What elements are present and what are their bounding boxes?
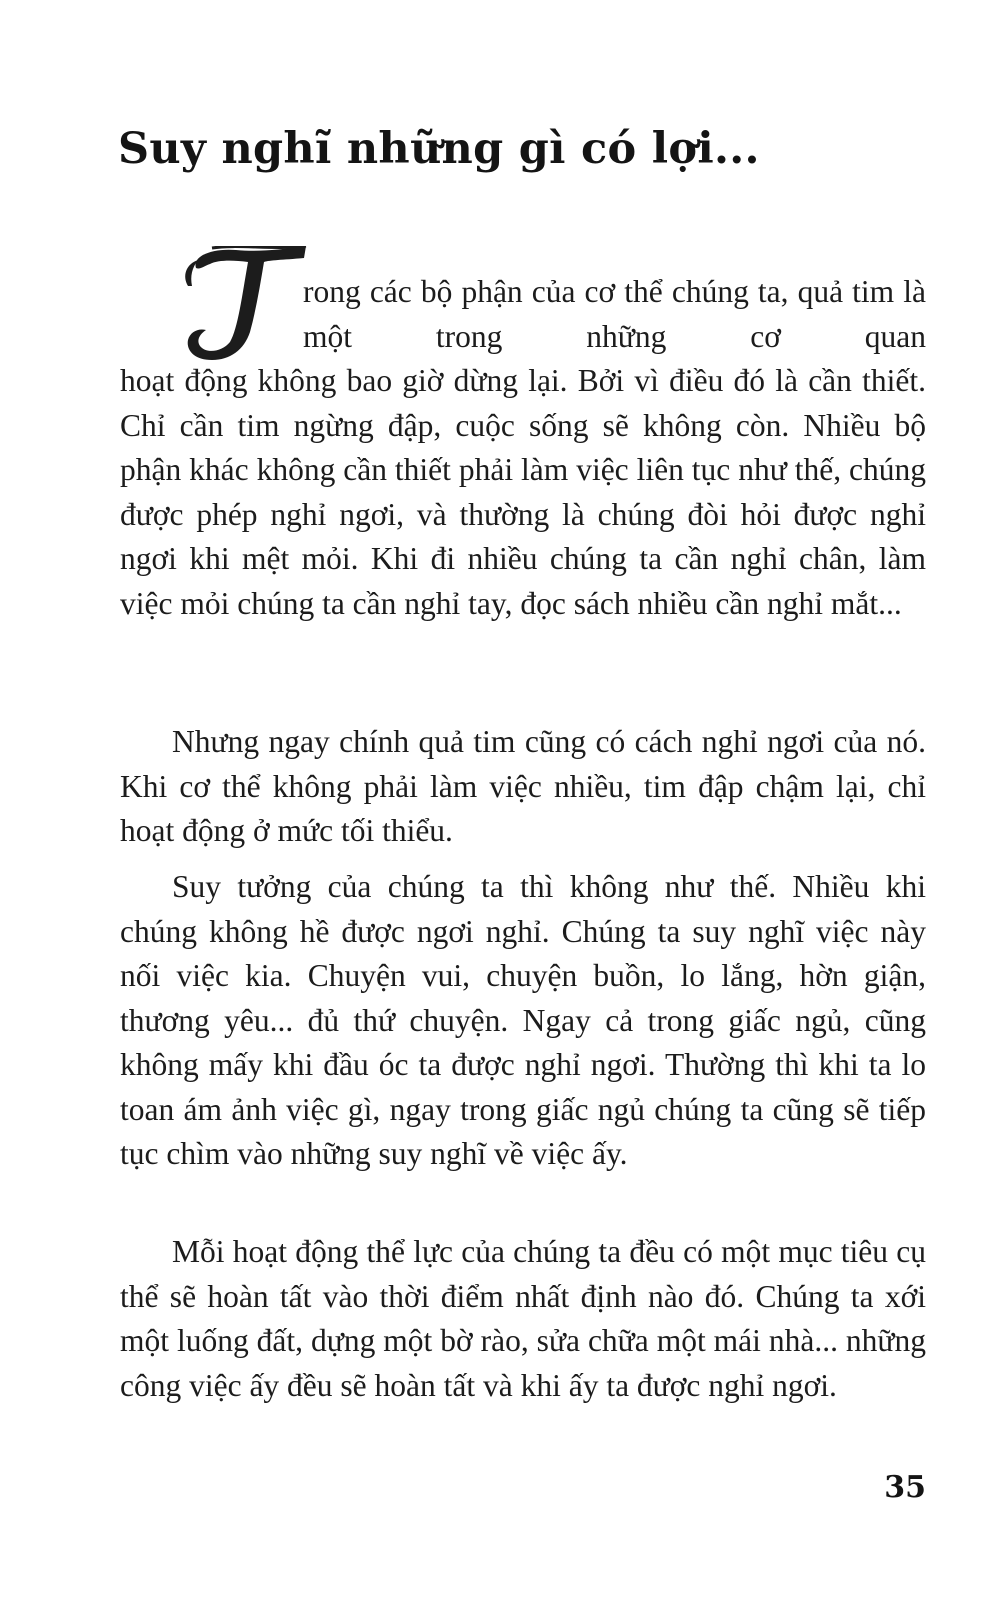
paragraph-2: Nhưng ngay chính quả tim cũng có cách nghỉ ngơi của nó. Khi cơ thể không phải làm việc nhiều, tim đập chậm lại, chỉ hoạt động ở mức tối thiểu. (120, 724, 926, 848)
paragraph-1-lead: rong các bộ phận của cơ thể chúng ta, quả tim là một trong những cơ quan (303, 274, 926, 354)
drop-cap-t-letter (178, 246, 308, 362)
page-number: 35 (884, 1470, 926, 1505)
drop-cap-letter-text: T (178, 246, 179, 247)
paragraph-1-body: hoạt động không bao giờ dừng lại. Bởi vì điều đó là cần thiết. Chỉ cần tim ngừng đập, cuộc sống sẽ không còn. Nhiều bộ phận khác không cần thiết phải làm việc liên tục như thế, chúng được phép nghỉ ngơi, và thường là chúng đòi hỏi được nghỉ ngơi khi mệt mỏi. Khi đi nhiều chúng ta cần nghỉ chân, làm việc mỏi chúng ta cần nghỉ tay, đọc sách nhiều cần nghỉ mắt... (120, 363, 926, 621)
page-title: Suy nghĩ những gì có lợi... (118, 124, 760, 174)
paragraph-4: Mỗi hoạt động thể lực của chúng ta đều có một mục tiêu cụ thể sẽ hoàn tất vào thời điểm nhất định nào đó. Chúng ta xới một luống đất, dựng một bờ rào, sửa chữa một mái nhà... những công việc ấy đều sẽ hoàn tất và khi ấy ta được nghỉ ngơi. (120, 1234, 926, 1403)
paragraph-3: Suy tưởng của chúng ta thì không như thế. Nhiều khi chúng không hề được ngơi nghỉ. Chúng ta suy nghĩ việc này nối việc kia. Chuyện vui, chuyện buồn, lo lắng, hờn giận, thương yêu... đủ thứ chuyện. Ngay cả trong giấc ngủ, cũng không mấy khi đầu óc ta được nghỉ ngơi. Thường thì khi ta lo toan ám ảnh việc gì, ngay trong giấc ngủ chúng ta cũng sẽ tiếp tục chìm vào những suy nghĩ về việc ấy. (120, 869, 926, 1171)
